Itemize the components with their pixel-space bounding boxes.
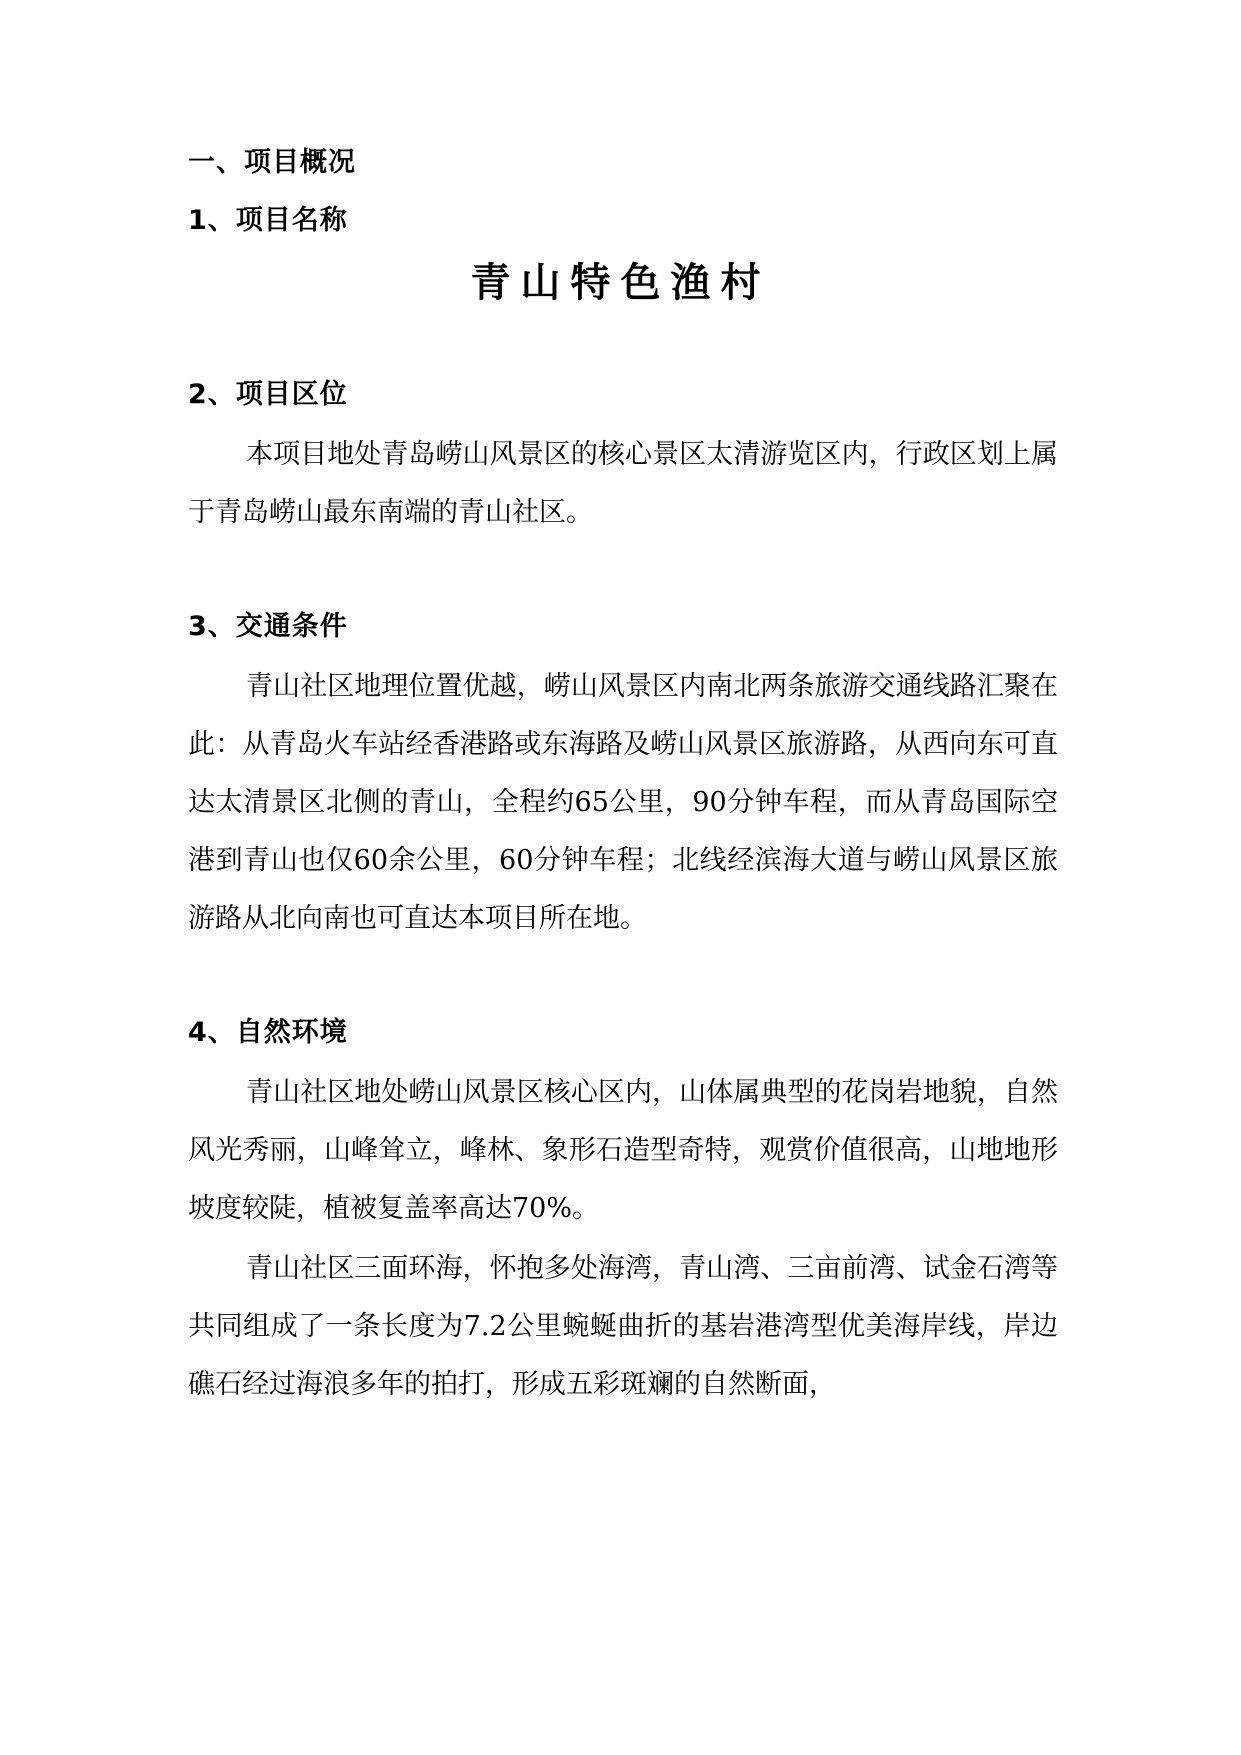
item2-paragraph: 本项目地处青岛崂山风景区的核心景区太清游览区内，行政区划上属于青岛崂山最东南端的青山社区。 <box>188 439 1058 528</box>
item4-paragraph-1: 青山社区地处崂山风景区核心区内，山体属典型的花岗岩地貌，自然风光秀丽，山峰耸立，峰林、象形石造型奇特，观赏价值很高，山地地形坡度较陡，植被复盖率高达70%。 <box>188 1077 1058 1224</box>
item4-paragraph-2: 青山社区三面环海，怀抱多处海湾，青山湾、三亩前湾、试金石湾等共同组成了一条长度为7.2公里蜿蜒曲折的基岩港湾型优美海岸线，岸边礁石经过海浪多年的拍打，形成五彩斑斓的自然断面， <box>188 1253 1058 1400</box>
project-title: 青山特色渔村 <box>470 260 771 306</box>
item3-heading: 3、交通条件 <box>188 611 348 642</box>
item2-heading: 2、项目区位 <box>188 379 348 410</box>
item1-heading: 1、项目名称 <box>188 205 348 236</box>
section-heading: 一、项目概况 <box>188 147 356 178</box>
item3-paragraph: 青山社区地理位置优越，崂山风景区内南北两条旅游交通线路汇聚在此：从青岛火车站经香港路或东海路及崂山风景区旅游路，从西向东可直达太清景区北侧的青山，全程约65公里，90分钟车程，而从青岛国际空港到青山也仅60余公里，60分钟车程；北线经滨海大道与崂山风景区旅游路从北向南也可直达本项目所在地。 <box>188 671 1058 934</box>
item4-heading: 4、自然环境 <box>188 1017 348 1048</box>
